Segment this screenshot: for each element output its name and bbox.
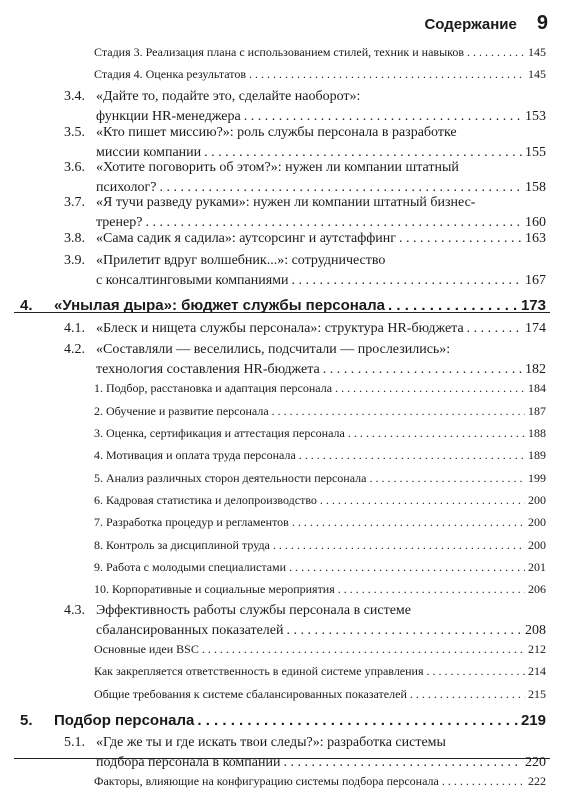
leader-dots bbox=[283, 755, 522, 771]
toc-entry[interactable] bbox=[94, 426, 546, 446]
entry-title: 9. Работа с молодыми специалистами bbox=[94, 560, 287, 574]
entry-page-number: 200 bbox=[528, 538, 546, 552]
entry-line bbox=[94, 774, 546, 794]
entry-page-number: 189 bbox=[528, 448, 546, 462]
leader-dots bbox=[335, 381, 525, 396]
toc-entry[interactable] bbox=[94, 538, 546, 558]
entry-title: «Сама садик я садила»: аутсорсинг и аутстаффинг bbox=[96, 231, 397, 246]
entry-line bbox=[94, 515, 546, 535]
entry-page-number: 200 bbox=[528, 493, 546, 507]
toc-entry[interactable] bbox=[94, 664, 546, 684]
entry-line bbox=[94, 560, 546, 580]
leader-dots bbox=[467, 321, 522, 337]
toc-entry[interactable] bbox=[64, 342, 546, 382]
entry-title: «Я тучи разведу руками»: нужен ли компании штатный бизнес- bbox=[96, 195, 476, 210]
entry-title: 7. Разработка процедур и регламентов bbox=[94, 515, 289, 529]
toc-entry[interactable] bbox=[94, 448, 546, 468]
entry-title: «Хотите поговорить об этом?»: нужен ли компании штатный bbox=[96, 160, 459, 175]
toc-entry[interactable] bbox=[64, 321, 546, 341]
toc-entry[interactable] bbox=[64, 160, 546, 200]
entry-line bbox=[94, 381, 546, 401]
entry-line bbox=[96, 125, 546, 145]
entry-line bbox=[94, 426, 546, 446]
leader-dots bbox=[338, 582, 525, 597]
page-header bbox=[424, 12, 548, 35]
entry-line bbox=[96, 231, 546, 251]
toc-entry[interactable] bbox=[94, 642, 546, 662]
entry-title: «Дайте то, подайте это, сделайте наоборот»: bbox=[96, 89, 361, 104]
entry-page-number: 145 bbox=[528, 67, 546, 81]
section-number: 3.4. bbox=[64, 89, 85, 104]
section-number: 5. bbox=[20, 712, 33, 729]
entry-line bbox=[94, 493, 546, 513]
entry-title: функции HR-менеджера bbox=[96, 109, 241, 124]
section-number: 3.8. bbox=[64, 231, 85, 246]
entry-line bbox=[96, 195, 546, 215]
entry-title: сбалансированных показателей bbox=[96, 623, 284, 638]
toc-entry[interactable] bbox=[64, 89, 546, 129]
leader-dots bbox=[286, 623, 522, 639]
entry-page-number: 199 bbox=[528, 471, 546, 485]
toc-entry[interactable] bbox=[64, 125, 546, 165]
toc-entry[interactable] bbox=[64, 735, 546, 775]
section-number: 4.1. bbox=[64, 321, 85, 336]
entry-title: Факторы, влияющие на конфигурацию системы подбора персонала bbox=[94, 774, 439, 788]
entry-title: «Унылая дыра»: бюджет службы персонала bbox=[54, 297, 386, 314]
entry-title: Общие требования к системе сбалансированных показателей bbox=[94, 687, 407, 701]
entry-page-number: 160 bbox=[525, 215, 546, 230]
entry-title: Основные идеи BSC bbox=[94, 642, 199, 656]
entry-line bbox=[96, 623, 546, 643]
entry-page-number: 163 bbox=[525, 231, 546, 246]
leader-dots bbox=[159, 180, 522, 196]
entry-line bbox=[96, 342, 546, 362]
entry-title: психолог? bbox=[96, 180, 157, 195]
entry-page-number: 187 bbox=[528, 404, 546, 418]
entry-title: 4. Мотивация и оплата труда персонала bbox=[94, 448, 296, 462]
entry-page-number: 167 bbox=[525, 273, 546, 288]
section-number: 3.7. bbox=[64, 195, 85, 210]
leader-dots bbox=[145, 215, 522, 231]
entry-title: подбора персонала в компании bbox=[96, 755, 281, 770]
leader-dots bbox=[369, 471, 525, 486]
toc-entry[interactable] bbox=[94, 774, 546, 794]
entry-page-number: 208 bbox=[525, 623, 546, 638]
entry-title: «Составляли — веселились, подсчитали — прослезились»: bbox=[96, 342, 451, 357]
toc-entry[interactable] bbox=[94, 45, 546, 65]
entry-page-number: 220 bbox=[525, 755, 546, 770]
entry-title: 5. Анализ различных сторон деятельности персонала bbox=[94, 471, 367, 485]
leader-dots bbox=[292, 515, 525, 530]
toc-entry[interactable] bbox=[64, 231, 546, 251]
entry-title: «Кто пишет миссию?»: роль службы персонала в разработке bbox=[96, 125, 457, 140]
toc-entry[interactable] bbox=[64, 195, 546, 235]
entry-line bbox=[94, 45, 546, 65]
entry-title: тренер? bbox=[96, 215, 143, 230]
entry-line bbox=[94, 642, 546, 662]
entry-line bbox=[94, 538, 546, 558]
entry-page-number: 212 bbox=[528, 642, 546, 656]
toc-entry[interactable] bbox=[94, 381, 546, 401]
entry-page-number: 219 bbox=[520, 712, 546, 729]
leader-dots bbox=[467, 45, 525, 60]
entry-title: 1. Подбор, расстановка и адаптация персонала bbox=[94, 381, 333, 395]
toc-entry[interactable] bbox=[64, 253, 546, 293]
entry-page-number: 158 bbox=[525, 180, 546, 195]
entry-title: «Где же ты и где искать твои следы?»: разработка системы bbox=[96, 735, 446, 750]
toc-entry[interactable] bbox=[20, 297, 546, 319]
leader-dots bbox=[202, 642, 525, 657]
leader-dots bbox=[244, 109, 522, 125]
entry-line bbox=[94, 404, 546, 424]
entry-line bbox=[96, 755, 546, 775]
toc-entry[interactable] bbox=[64, 603, 546, 643]
entry-line bbox=[96, 603, 546, 623]
leader-dots bbox=[320, 493, 525, 508]
leader-dots bbox=[249, 67, 525, 82]
leader-dots bbox=[273, 538, 525, 553]
leader-dots bbox=[289, 560, 525, 575]
entry-page-number: 188 bbox=[528, 426, 546, 440]
entry-title: 2. Обучение и развитие персонала bbox=[94, 404, 269, 418]
page-number: 9 bbox=[536, 12, 548, 34]
toc-entry[interactable] bbox=[94, 560, 546, 580]
entry-title: миссии компании bbox=[96, 145, 202, 160]
entry-page-number: 215 bbox=[528, 687, 546, 701]
leader-dots bbox=[323, 362, 522, 378]
section-number: 4. bbox=[20, 297, 33, 314]
section-number: 4.2. bbox=[64, 342, 85, 357]
toc-entry[interactable] bbox=[94, 471, 546, 491]
leader-dots bbox=[399, 231, 522, 247]
entry-line bbox=[96, 362, 546, 382]
entry-title: Стадия 4. Оценка результатов bbox=[94, 67, 247, 81]
entry-line bbox=[96, 321, 546, 341]
entry-title: с консалтинговыми компаниями bbox=[96, 273, 289, 288]
section-number: 4.3. bbox=[64, 603, 85, 618]
entry-title: Подбор персонала bbox=[54, 712, 195, 729]
toc-entry[interactable] bbox=[94, 582, 546, 602]
entry-title: 3. Оценка, сертификация и аттестация персонала bbox=[94, 426, 345, 440]
leader-dots bbox=[410, 687, 525, 702]
entry-line bbox=[94, 664, 546, 684]
leader-dots bbox=[299, 448, 525, 463]
entry-line bbox=[96, 735, 546, 755]
entry-line bbox=[96, 273, 546, 293]
entry-title: «Блеск и нищета службы персонала»: структура HR-бюджета bbox=[96, 321, 464, 336]
running-title: Содержание bbox=[424, 16, 517, 33]
entry-line bbox=[96, 89, 546, 109]
toc-entry[interactable] bbox=[94, 404, 546, 424]
leader-dots bbox=[427, 664, 526, 679]
entry-line bbox=[54, 712, 546, 734]
leader-dots bbox=[197, 712, 518, 729]
toc-entry[interactable] bbox=[94, 67, 546, 87]
entry-title: Стадия 3. Реализация плана с использованием стилей, техник и навыков bbox=[94, 45, 465, 59]
section-number: 3.9. bbox=[64, 253, 85, 268]
entry-title: 6. Кадровая статистика и делопроизводство bbox=[94, 493, 317, 507]
entry-page-number: 153 bbox=[525, 109, 546, 124]
entry-title: 10. Корпоративные и социальные мероприятия bbox=[94, 582, 335, 596]
entry-page-number: 184 bbox=[528, 381, 546, 395]
entry-line bbox=[94, 582, 546, 602]
entry-page-number: 145 bbox=[528, 45, 546, 59]
entry-line bbox=[96, 253, 546, 273]
leader-dots bbox=[388, 297, 518, 314]
leader-dots bbox=[292, 273, 522, 289]
entry-page-number: 200 bbox=[528, 515, 546, 529]
entry-page-number: 214 bbox=[528, 664, 546, 678]
leader-dots bbox=[348, 426, 525, 441]
section-number: 3.6. bbox=[64, 160, 85, 175]
entry-page-number: 206 bbox=[528, 582, 546, 596]
entry-page-number: 155 bbox=[525, 145, 546, 160]
entry-line bbox=[94, 471, 546, 491]
entry-title: Как закрепляется ответственность в единой системе управления bbox=[94, 664, 424, 678]
entry-page-number: 173 bbox=[520, 297, 546, 314]
entry-title: «Прилетит вдруг волшебник...»: сотрудничество bbox=[96, 253, 386, 268]
section-number: 3.5. bbox=[64, 125, 85, 140]
entry-title: технология составления HR-бюджета bbox=[96, 362, 320, 377]
entry-page-number: 222 bbox=[528, 774, 546, 788]
entry-page-number: 174 bbox=[525, 321, 546, 336]
toc-entry[interactable] bbox=[94, 687, 546, 707]
entry-page-number: 182 bbox=[525, 362, 546, 377]
toc-entry[interactable] bbox=[94, 493, 546, 513]
entry-line bbox=[94, 67, 546, 87]
section-number: 5.1. bbox=[64, 735, 85, 750]
toc-entry[interactable] bbox=[20, 712, 546, 734]
toc-entry[interactable] bbox=[94, 515, 546, 535]
leader-dots bbox=[442, 774, 525, 789]
entry-line bbox=[96, 160, 546, 180]
entry-title: Эффективность работы службы персонала в системе bbox=[96, 603, 412, 618]
entry-page-number: 201 bbox=[528, 560, 546, 574]
leader-dots bbox=[272, 404, 525, 419]
leader-dots bbox=[204, 145, 522, 161]
entry-line bbox=[54, 297, 546, 319]
entry-line bbox=[94, 687, 546, 707]
entry-line bbox=[94, 448, 546, 468]
entry-title: 8. Контроль за дисциплиной труда bbox=[94, 538, 270, 552]
